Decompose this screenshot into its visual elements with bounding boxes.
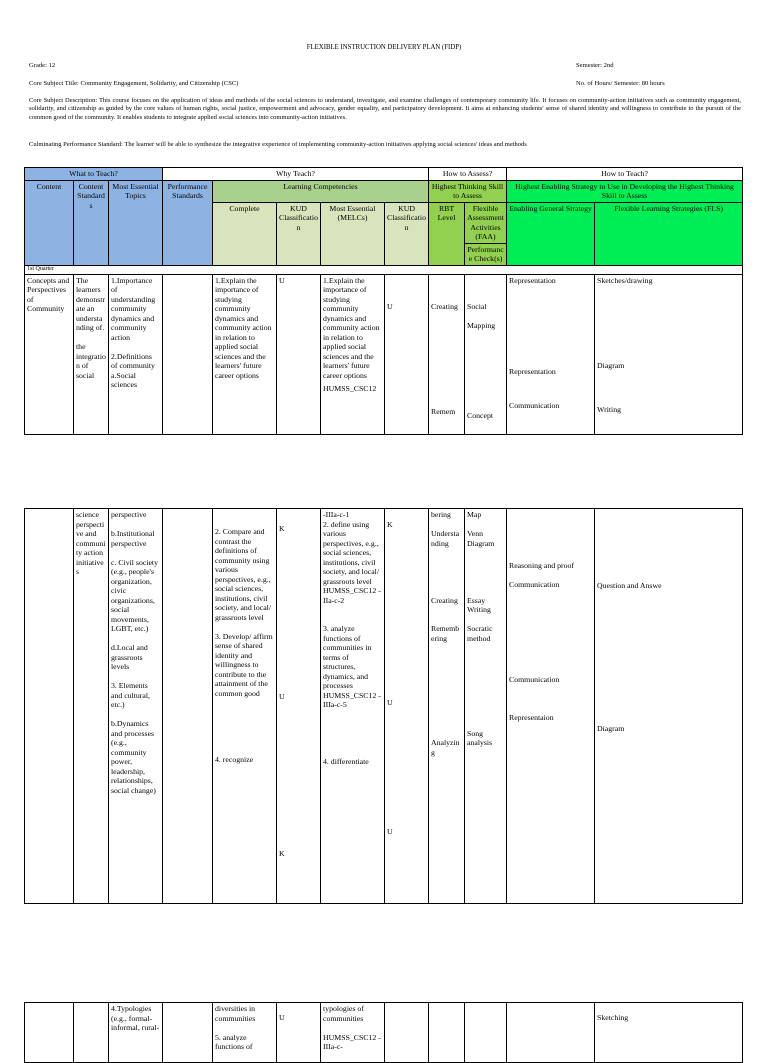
topics-cell: perspective b.Institutional perspective c. Civil society (e.g., people's organization, civic organizations, social movements, LGBT, etc.) d.Local and grassroots levels 3. Elements and cultural, etc.) b.Dynamics and processes (e.g., community power, leadership, relationships, social change) bbox=[109, 509, 163, 904]
faa-item: Concept bbox=[467, 410, 494, 420]
topics-cell: 4.Typologies (e.g., formal-informal, rural- bbox=[109, 1003, 163, 1063]
culminating-standard: Culminating Performance Standard: The learner will be able to synthesize the integrative experience of implementing community-action initiatives applying social sciences' ideas and methods bbox=[29, 141, 527, 148]
melc-text: 1.Explain the importance of studying community dynamics and community action in relation to applied social sciences and the learners' future career options bbox=[323, 275, 380, 380]
why-teach-header: Why Teach? bbox=[163, 168, 429, 181]
fls-cell: Question and Answe Diagram bbox=[595, 509, 743, 904]
enabling-strategy-cell: Reasoning and proof Communication Communication Representaion bbox=[507, 509, 595, 904]
fls-cell bbox=[595, 274, 743, 434]
fls-header: Flexible Learning Strategies (FLS) bbox=[595, 202, 743, 265]
melc-cell: -IIIa-c-1 2. define using various perspectives, e.g., social sciences, institutions, civil society, and local/ grassroots level HUMSS_CSC12 -IIa-c-2 3. analyze functions of communities in terms of structures, dynamics, and processes HUMSS_CSC12 -IIIa-c-5 4. differentiate bbox=[321, 509, 385, 904]
faa-item: Social bbox=[467, 301, 487, 311]
content-standard-cell: The learners demonstrate an understanding of. the integration of social bbox=[74, 274, 109, 434]
grade-label: Grade: 12 bbox=[29, 62, 56, 69]
kud-cell-2 bbox=[385, 509, 429, 904]
strategy-item: Communication bbox=[509, 400, 560, 410]
core-subject-title: Core Subject Title: Community Engagement, Solidarity, and Citizenship (CSC) bbox=[29, 80, 239, 87]
fls-cell: Sketching bbox=[595, 1003, 743, 1063]
fls-item: Diagram bbox=[597, 361, 625, 370]
fls-item: Sketches/drawing bbox=[597, 275, 653, 285]
faa-header: Flexible Assessment Activities (FAA) bbox=[465, 202, 507, 243]
performance-check-header: Performance Check(s) bbox=[465, 243, 507, 265]
core-subject-description: Core Subject Description: This course focuses on the application of ideas and methods of the social sciences to understand, investigate, and examine challenges of contemporary community life. It focuses on community-action initiatives such as community engagement, solidarity, and citizenship as guided by the core values of human rights, social justice, empowerment and advocacy, gender equality, and participatory development. It aims at enhancing students' sense of shared identity and willingness to contribute to the pursuit of the common good of the community. It enables students to integrate applied social sciences into community-action initiatives. bbox=[29, 97, 741, 121]
rbt-level: Creating bbox=[431, 301, 458, 311]
learning-competencies-header: Learning Competencies bbox=[213, 180, 429, 202]
rbt-cell: bering Understanding Creating Remembering Analyzing bbox=[429, 509, 465, 904]
content-cell: Concepts and Perspectives of Community bbox=[25, 274, 74, 434]
most-essential-topics-header: Most Essential Topics bbox=[109, 180, 163, 265]
kud-value: K bbox=[279, 524, 285, 533]
content-header: Content bbox=[25, 180, 74, 265]
kud-cell-2: U bbox=[385, 274, 429, 434]
enabling-strategy-cell bbox=[507, 1003, 595, 1063]
semester-label: Semester: 2nd bbox=[576, 62, 614, 69]
melc-cell bbox=[321, 274, 385, 434]
performance-standards-header: Performance Standards bbox=[163, 180, 213, 265]
rbt-level-header: RBT Level bbox=[429, 202, 465, 265]
melcs-header: Most Essential (MELCs) bbox=[321, 202, 385, 265]
rbt-cell bbox=[429, 1003, 465, 1063]
melc-code: HUMSS_CSC12 bbox=[323, 384, 377, 393]
kud-value: U bbox=[279, 691, 285, 701]
content-cell bbox=[25, 1003, 74, 1063]
kud-cell: U bbox=[277, 1003, 321, 1063]
complete-competency-cell: diversities in communities 5. analyze functions of bbox=[213, 1003, 277, 1063]
faa-cell bbox=[465, 1003, 507, 1063]
faa-cell bbox=[465, 274, 507, 434]
faa-cell: Map Venn Diagram Essay Writing Socratic method Song analysis bbox=[465, 509, 507, 904]
complete-header: Complete bbox=[213, 202, 277, 265]
fidp-table-1 bbox=[24, 167, 743, 435]
complete-competency-cell: 1.Explain the importance of studying community dynamics and community action in relation to applied social sciences and the learners' future career options bbox=[213, 274, 277, 434]
melc-cell: typologies of communities HUMSS_CSC12 -IIIa-c- bbox=[321, 1003, 385, 1063]
faa-item: Mapping bbox=[467, 321, 496, 330]
what-to-teach-header: What to Teach? bbox=[25, 168, 163, 181]
hours-label: No. of Hours/ Semester: 80 hours bbox=[576, 80, 665, 87]
kud-cell: U bbox=[277, 274, 321, 434]
kud-value: K bbox=[279, 849, 285, 858]
content-standards-header: Content Standards bbox=[74, 180, 109, 265]
complete-competency-cell: 2. Compare and contrast the definitions of community using various perspectives, e.g., social sciences, institutions, civil society, and local/ grassroots level 3. Develop/ affirm sense of shared identity and willingness to contribute to the attainment of the common good 4. recognize bbox=[213, 509, 277, 904]
fls-item: Writing bbox=[597, 404, 621, 414]
content-cell bbox=[25, 509, 74, 904]
kud-value: K bbox=[387, 520, 393, 529]
kud-classification-header-2: KUD Classification bbox=[385, 202, 429, 265]
highest-enabling-header: Highest Enabling Strategy to Use in Developing the Highest Thinking Skill to Assess bbox=[507, 180, 743, 202]
kud-value: U bbox=[387, 827, 393, 836]
fidp-table-3 bbox=[24, 1002, 743, 1063]
rbt-level: Remem bbox=[431, 407, 456, 416]
performance-standard-cell bbox=[163, 1003, 213, 1063]
performance-standard-cell bbox=[163, 509, 213, 904]
fidp-table-2 bbox=[24, 508, 743, 904]
document-title: FLEXIBLE INSTRUCTION DELIVERY PLAN (FIDP) bbox=[306, 44, 462, 51]
performance-standard-cell bbox=[163, 274, 213, 434]
enabling-strategy-header: Enabling General Strategy bbox=[507, 202, 595, 265]
how-to-assess-header: How to Assess? bbox=[429, 168, 507, 181]
kud-cell bbox=[277, 509, 321, 904]
kud-classification-header: KUD Classification bbox=[277, 202, 321, 265]
strategy-item: Representation bbox=[509, 275, 556, 285]
how-to-teach-header: How to Teach? bbox=[507, 168, 743, 181]
topics-cell: 1.Importance of understanding community dynamics and community action 2.Definitions of community a.Social sciences bbox=[109, 274, 163, 434]
kud-value: U bbox=[387, 697, 393, 707]
enabling-strategy-cell bbox=[507, 274, 595, 434]
kud-cell-2 bbox=[385, 1003, 429, 1063]
quarter-label: 1st Quarter bbox=[25, 265, 743, 274]
content-standard-cell bbox=[74, 1003, 109, 1063]
content-standard-cell: science perspective and community action initiatives bbox=[74, 509, 109, 904]
strategy-item: Representation bbox=[509, 367, 556, 376]
highest-thinking-header: Highest Thinking Skill to Assess bbox=[429, 180, 507, 202]
rbt-cell bbox=[429, 274, 465, 434]
